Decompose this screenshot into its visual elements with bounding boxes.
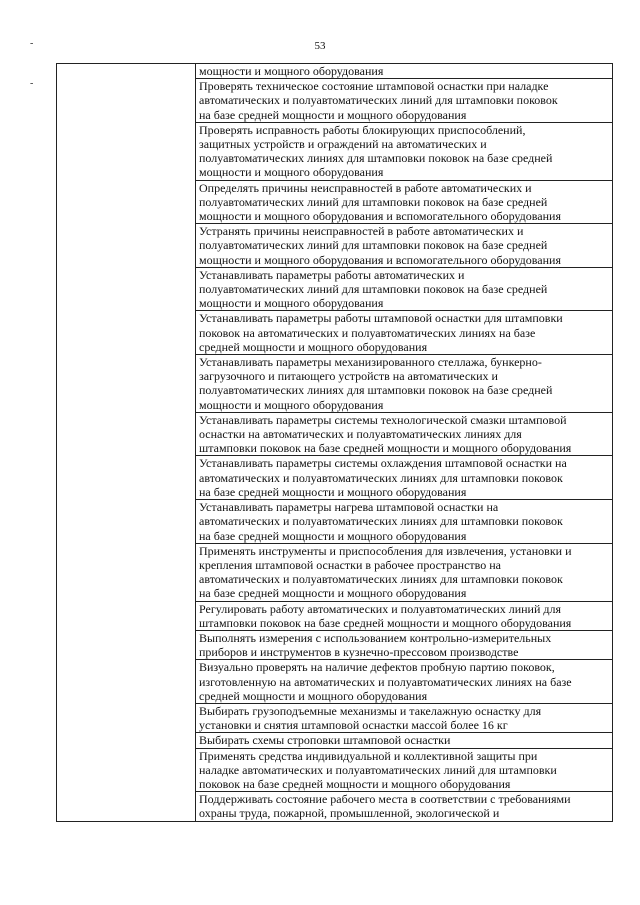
page-number: 53 (314, 40, 326, 52)
skill-cell (196, 122, 613, 180)
skill-cell (196, 79, 613, 123)
scan-mark: - (30, 78, 34, 89)
skill-text: Проверять исправность работы блокирующих приспособлений, защитных устройств и ограждений на автоматических и полуавтоматических линиях для штамповки поковок на базе средней мощности и мощного оборудования (199, 122, 553, 180)
skill-text: Проверять техническое состояние штамповой оснастки при наладке автоматических и полуавтоматических линий для штамповки поковок на базе средней мощности и мощного оборудования (199, 79, 558, 122)
skill-text: Применять инструменты и приспособления для извлечения, установки и крепления штамповой оснастки в рабочее пространство на автоматических и полуавтоматических линиях для штамповки поковок на базе средней мощности и мощного оборудования (199, 543, 572, 601)
skill-cell (196, 748, 613, 792)
skill-cell (196, 456, 613, 500)
skill-text: Устанавливать параметры системы технологической смазки штамповой оснастки на автоматических и полуавтоматических линиях для штамповки поковок на базе средней мощности и мощного оборудования (199, 412, 572, 456)
skill-text: Применять средства индивидуальной и коллективной защиты при наладке автоматических и полуавтоматических линий для штамповки поковок на базе средней мощности и мощного оборудования (199, 748, 557, 791)
skill-text: Визуально проверять на наличие дефектов пробную партию поковок, изготовленную на автоматических и полуавтоматических линиях на базе средней мощности и мощного оборудования (199, 660, 572, 703)
skill-cell (196, 267, 613, 311)
skill-text: Устанавливать параметры механизированного стеллажа, бункерно- загрузочного и питающего устройств на автоматических и полуавтоматических линиях для штамповки поковок на базе средней мощности и мощного оборудования (199, 355, 553, 412)
skill-cell (196, 355, 613, 413)
skill-text: Регулировать работу автоматических и полуавтоматических линий для штамповки поковок на базе средней мощности и мощного оборудования (199, 601, 572, 630)
skill-cell (196, 224, 613, 268)
skill-cell (196, 630, 613, 659)
skill-text: Выбирать схемы строповки штамповой оснастки (199, 733, 451, 748)
skill-cell (196, 660, 613, 704)
skill-cell (196, 180, 613, 224)
skill-text: Устранять причины неисправностей в работе автоматических и полуавтоматических линий для штамповки поковок на базе средней мощности и мощного оборудования и вспомогательного оборудования (199, 224, 561, 267)
skill-cell (196, 601, 613, 630)
skills-table (56, 63, 613, 822)
skill-cell (196, 500, 613, 544)
skill-text: Устанавливать параметры работы штамповой оснастки для штамповки поковок на автоматических и полуавтоматических линиях на базе средней мощности и мощного оборудования (199, 311, 563, 354)
scan-mark: - (30, 38, 34, 49)
skill-text: Выполнять измерения с использованием контрольно-измерительных приборов и инструментов в кузнечно-прессовом производстве (199, 630, 552, 660)
skill-text: Устанавливать параметры работы автоматических и полуавтоматических линий для штамповки поковок на базе средней мощности и мощного оборудования (199, 267, 548, 311)
skill-text: Устанавливать параметры системы охлаждения штамповой оснастки на автоматических и полуавтоматических линиях для штамповки поковок на базе средней мощности и мощного оборудования (199, 456, 567, 499)
skill-cell (196, 412, 613, 456)
table-row (57, 64, 613, 79)
skill-cell (196, 733, 613, 748)
skill-cell (196, 703, 613, 732)
skill-text: Устанавливать параметры нагрева штамповой оснастки на автоматических и полуавтоматических линиях для штамповки поковок на базе средней мощности и мощного оборудования (199, 500, 563, 543)
skill-cell (196, 311, 613, 355)
skill-text: мощности и мощного оборудования (199, 64, 384, 78)
skill-cell (196, 792, 613, 821)
skill-cell (196, 64, 613, 79)
skill-text: Выбирать грузоподъемные механизмы и такелажную оснастку для установки и снятия штамповой оснастки массой более 16 кг (199, 703, 542, 733)
skill-text: Поддерживать состояние рабочего места в соответствии с требованиями охраны труда, пожарной, промышленной, экологической и (199, 792, 571, 821)
skill-text: Определять причины неисправностей в работе автоматических и полуавтоматических линий для штамповки поковок на базе средней мощности и мощного оборудования и вспомогательного оборудования (199, 180, 561, 224)
skill-cell (196, 543, 613, 601)
label-column-cell (57, 64, 196, 822)
